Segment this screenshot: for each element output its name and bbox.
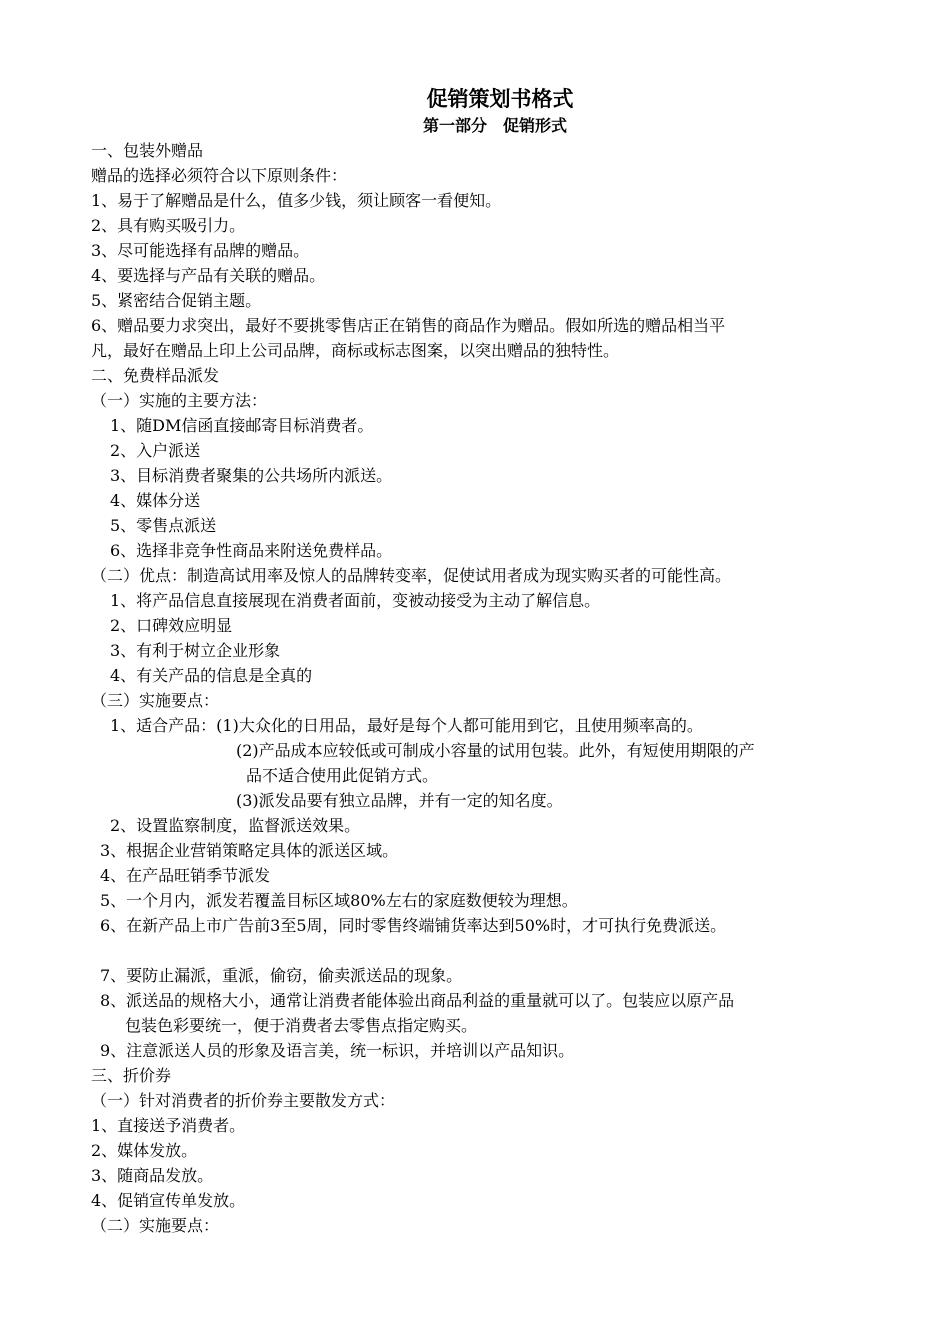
list-item: 5、紧密结合促销主题。 (91, 291, 262, 310)
list-item: 3、目标消费者聚集的公共场所内派送。 (110, 466, 393, 485)
subsection-heading: （二）实施要点： (91, 1216, 220, 1235)
subsection-heading: （一）实施的主要方法： (91, 391, 268, 410)
list-item: 5、零售点派送 (110, 516, 217, 535)
list-item: 4、要选择与产品有关联的赠品。 (91, 266, 326, 285)
list-item: 2、设置监察制度，监督派送效果。 (110, 816, 361, 835)
list-item: 9、注意派送人员的形象及语言美，统一标识，并培训以产品知识。 (100, 1041, 575, 1060)
document-title: 促销策划书格式 (426, 87, 574, 111)
list-item: 4、在产品旺销季节派发 (100, 866, 271, 885)
list-subitem: (3)派发品要有独立品牌，并有一定的知名度。 (236, 791, 563, 810)
list-item: 3、根据企业营销策略定具体的派送区域。 (100, 841, 399, 860)
list-item-continuation: 包装色彩要统一，便于消费者去零售点指定购买。 (125, 1016, 478, 1035)
list-item: 1、随DM信函直接邮寄目标消费者。 (110, 416, 374, 435)
list-item-continuation: 凡，最好在赠品上印上公司品牌，商标或标志图案，以突出赠品的独特性。 (91, 341, 620, 360)
list-item: 4、有关产品的信息是全真的 (110, 666, 313, 685)
list-item: 6、赠品要力求突出，最好不要挑零售店正在销售的商品作为赠品。假如所选的赠品相当平 (91, 316, 726, 335)
list-item: 3、有利于树立企业形象 (110, 641, 281, 660)
list-item: 1、将产品信息直接展现在消费者面前，变被动接受为主动了解信息。 (110, 591, 601, 610)
list-item: 4、促销宣传单发放。 (91, 1191, 246, 1210)
subsection-heading: （一）针对消费者的折价券主要散发方式： (91, 1091, 396, 1110)
list-item: 6、在新产品上市广告前3至5周，同时零售终端铺货率达到50%时，才可执行免费派送。 (100, 916, 727, 935)
subsection-heading: （二）优点：制造高试用率及惊人的品牌转变率，促使试用者成为现实购买者的可能性高。 (91, 566, 732, 585)
list-item: 8、派送品的规格大小，通常让消费者能体验出商品利益的重量就可以了。包装应以原产品 (100, 991, 735, 1010)
list-item: 5、一个月内，派发若覆盖目标区域80%左右的家庭数便较为理想。 (100, 891, 578, 910)
list-item: 6、选择非竞争性商品来附送免费样品。 (110, 541, 393, 560)
list-item: 1、适合产品：(1)大众化的日用品，最好是每个人都可能用到它，且使用频率高的。 (110, 716, 703, 735)
list-subitem-continuation: 品不适合使用此促销方式。 (246, 766, 439, 785)
list-item: 2、口碑效应明显 (110, 616, 233, 635)
list-item: 2、具有购买吸引力。 (91, 216, 246, 235)
list-item: 3、随商品发放。 (91, 1166, 214, 1185)
list-item: 1、直接送予消费者。 (91, 1116, 246, 1135)
paragraph-line: 赠品的选择必须符合以下原则条件： (91, 166, 348, 185)
section-heading: 二、免费样品派发 (91, 366, 220, 385)
subsection-heading: （三）实施要点： (91, 691, 220, 710)
section-heading: 三、折价券 (91, 1066, 172, 1085)
list-item: 3、尽可能选择有品牌的赠品。 (91, 241, 310, 260)
list-item: 2、媒体发放。 (91, 1141, 198, 1160)
list-subitem: (2)产品成本应较低或可制成小容量的试用包装。此外，有短使用期限的产 (236, 741, 755, 760)
list-item: 2、入户派送 (110, 441, 201, 460)
section-heading: 一、包装外赠品 (91, 141, 204, 160)
document-subtitle: 第一部分 促销形式 (422, 116, 567, 135)
list-item: 4、媒体分送 (110, 491, 201, 510)
list-item: 7、要防止漏派，重派，偷窃，偷卖派送品的现象。 (100, 966, 463, 985)
list-item: 1、易于了解赠品是什么，值多少钱，须让顾客一看便知。 (91, 191, 502, 210)
